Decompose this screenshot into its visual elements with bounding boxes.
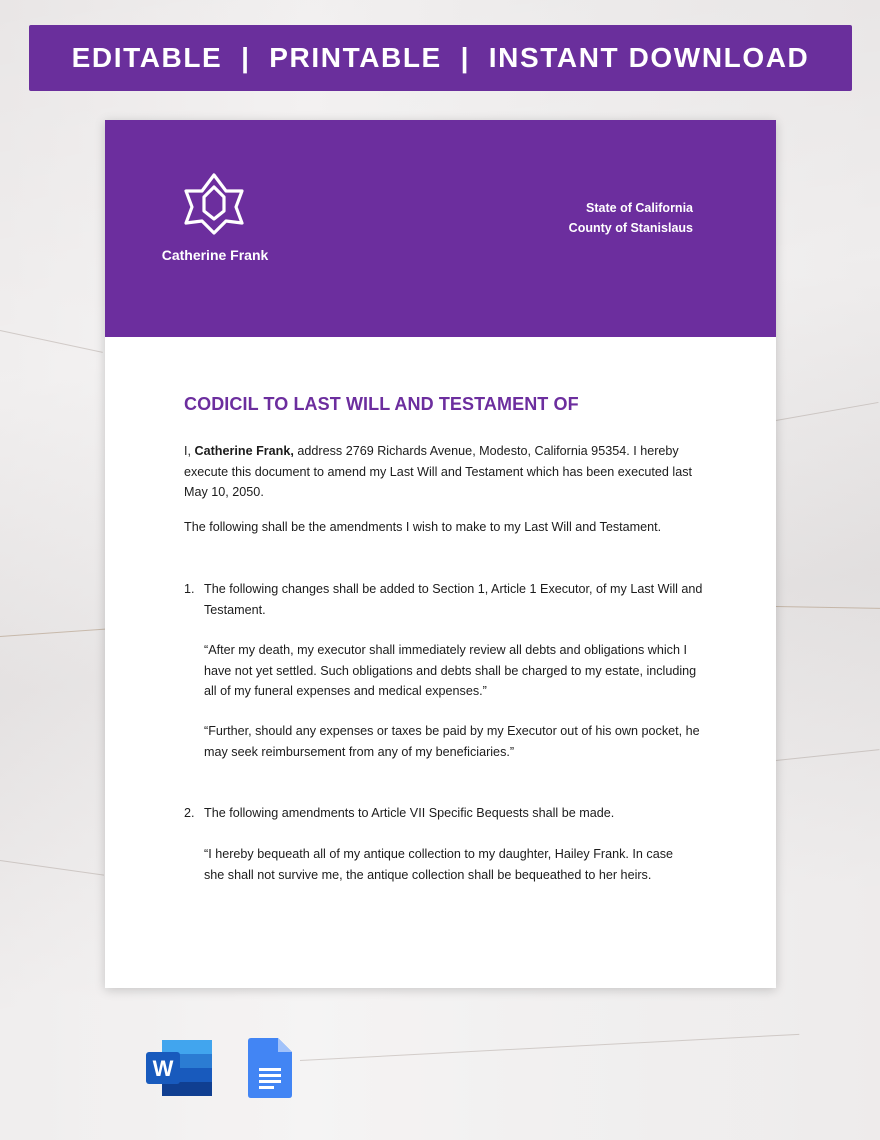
county-label: County of Stanislaus [568, 221, 693, 235]
document-header [105, 120, 776, 337]
google-docs-icon[interactable] [248, 1038, 292, 1098]
star-knot-icon [180, 169, 248, 237]
state-label: State of California [586, 201, 693, 215]
item-number: 2. [184, 806, 195, 820]
item-text: The following changes shall be added to Section 1, Article 1 Executor, of my Last Will and Testament. [204, 582, 703, 617]
intro-prefix: I, [184, 444, 195, 458]
intro-rest: address 2769 Richards Avenue, Modesto, California 95354. I hereby execute this document to amend my Last Will and Testament which has been executed last May 10, 2050. [184, 444, 692, 499]
microsoft-word-icon[interactable] [146, 1038, 214, 1098]
document-page [105, 120, 776, 988]
svg-text:W: W [152, 1056, 174, 1081]
promo-banner-text: EDITABLE | PRINTABLE | INSTANT DOWNLOAD [71, 42, 810, 73]
item-text: The following amendments to Article VII Specific Bequests shall be made. [204, 806, 615, 820]
promo-banner [29, 25, 852, 91]
intro-name: Catherine Frank, [194, 444, 294, 458]
document-title: CODICIL TO LAST WILL AND TESTAMENT OF [184, 394, 579, 414]
jurisdiction-block [569, 198, 693, 238]
amendment-quote: “Further, should any expenses or taxes be paid by my Executor out of his own pocket, he may seek reimbursement from any of my beneficiaries.” [204, 724, 700, 759]
owner-name: Catherine Frank [161, 247, 269, 263]
amendment-quote: “After my death, my executor shall immediately review all debts and obligations which I have not yet settled. Such obligations and debts shall be charged to my estate, including all of my funeral expenses and medical expenses.” [204, 643, 697, 698]
intro-paragraph [184, 441, 704, 503]
item-number: 1. [184, 582, 195, 596]
amendments-intro: The following shall be the amendments I wish to make to my Last Will and Testament. [184, 520, 662, 534]
amendment-quote: “I hereby bequeath all of my antique collection to my daughter, Hailey Frank. In case she shall not survive me, the antique collection shall be bequeathed to her heirs. [204, 847, 674, 882]
